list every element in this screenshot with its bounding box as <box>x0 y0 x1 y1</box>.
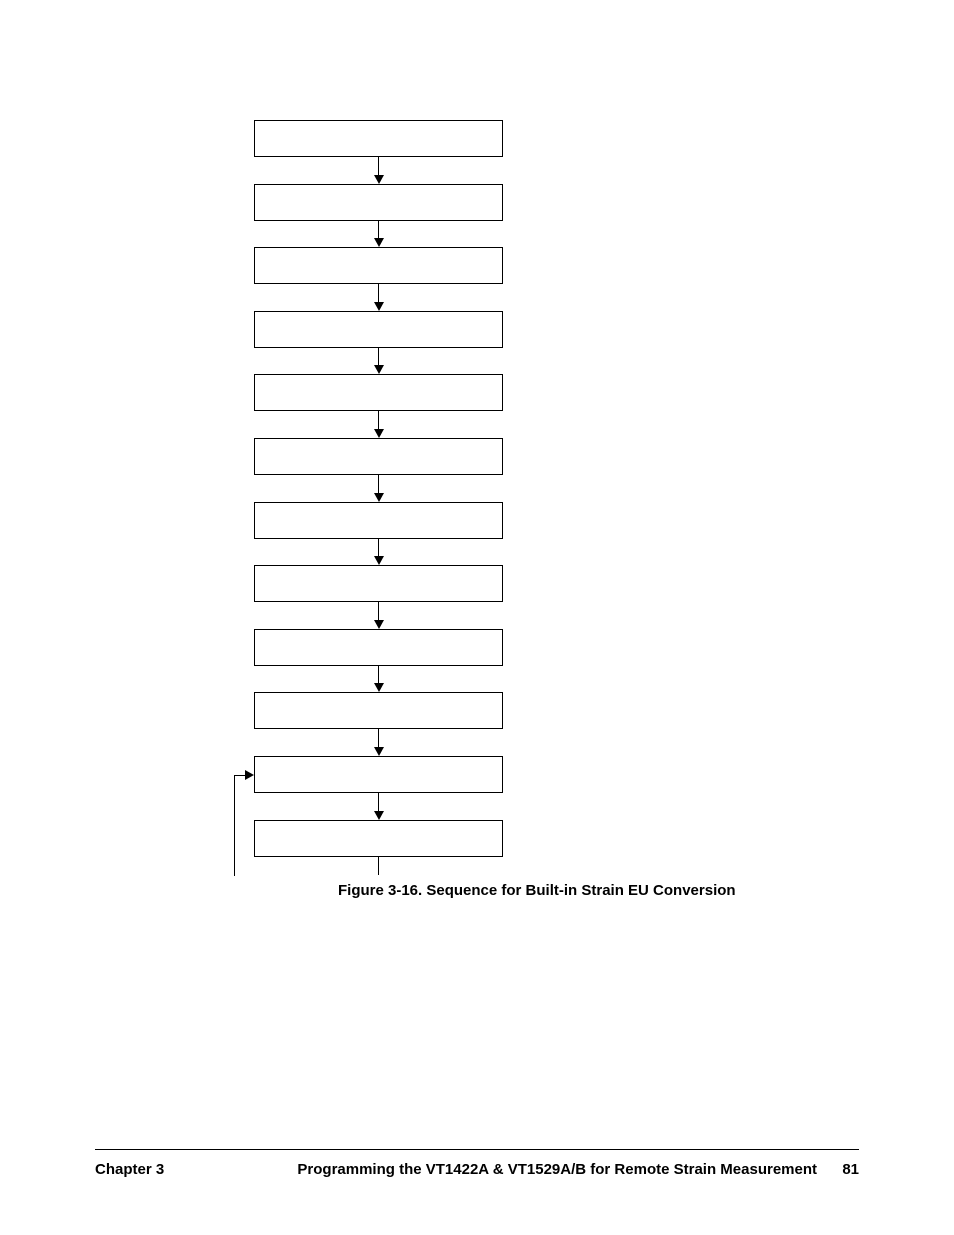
arrow-down-icon <box>374 556 384 565</box>
flow-box <box>254 756 503 793</box>
flow-box <box>254 820 503 857</box>
flow-box <box>254 565 503 602</box>
footer-page-number: 81 <box>842 1161 859 1178</box>
arrow-down-icon <box>374 175 384 184</box>
arrow-down-icon <box>374 365 384 374</box>
flow-box <box>254 629 503 666</box>
connector-line <box>378 475 379 493</box>
connector-line <box>378 221 379 238</box>
flow-box <box>254 438 503 475</box>
flow-box <box>254 502 503 539</box>
footer-title: Programming the VT1422A & VT1529A/B for Remote Strain Measurement <box>297 1161 817 1178</box>
arrow-down-icon <box>374 683 384 692</box>
flow-box <box>254 120 503 157</box>
arrow-down-icon <box>374 493 384 502</box>
connector-line <box>378 602 379 620</box>
arrow-right-icon <box>245 770 254 780</box>
arrow-down-icon <box>374 620 384 629</box>
connector-line <box>378 539 379 556</box>
connector-line <box>378 157 379 175</box>
flow-box <box>254 374 503 411</box>
footer-chapter: Chapter 3 <box>95 1161 165 1178</box>
flow-box <box>254 184 503 221</box>
arrow-down-icon <box>374 747 384 756</box>
arrow-down-icon <box>374 238 384 247</box>
connector-line-exit <box>378 857 379 875</box>
arrow-down-icon <box>374 429 384 438</box>
connector-line <box>378 729 379 747</box>
connector-line <box>378 666 379 683</box>
connector-line <box>378 793 379 811</box>
arrow-down-icon <box>374 811 384 820</box>
flow-box <box>254 247 503 284</box>
arrow-down-icon <box>374 302 384 311</box>
flow-box <box>254 311 503 348</box>
figure-caption: Figure 3-16. Sequence for Built-in Strain EU Conversion <box>338 882 736 899</box>
flow-box <box>254 692 503 729</box>
connector-line <box>378 284 379 302</box>
loop-line-vertical <box>234 775 235 876</box>
footer-divider <box>95 1149 859 1150</box>
connector-line <box>378 348 379 365</box>
connector-line <box>378 411 379 429</box>
